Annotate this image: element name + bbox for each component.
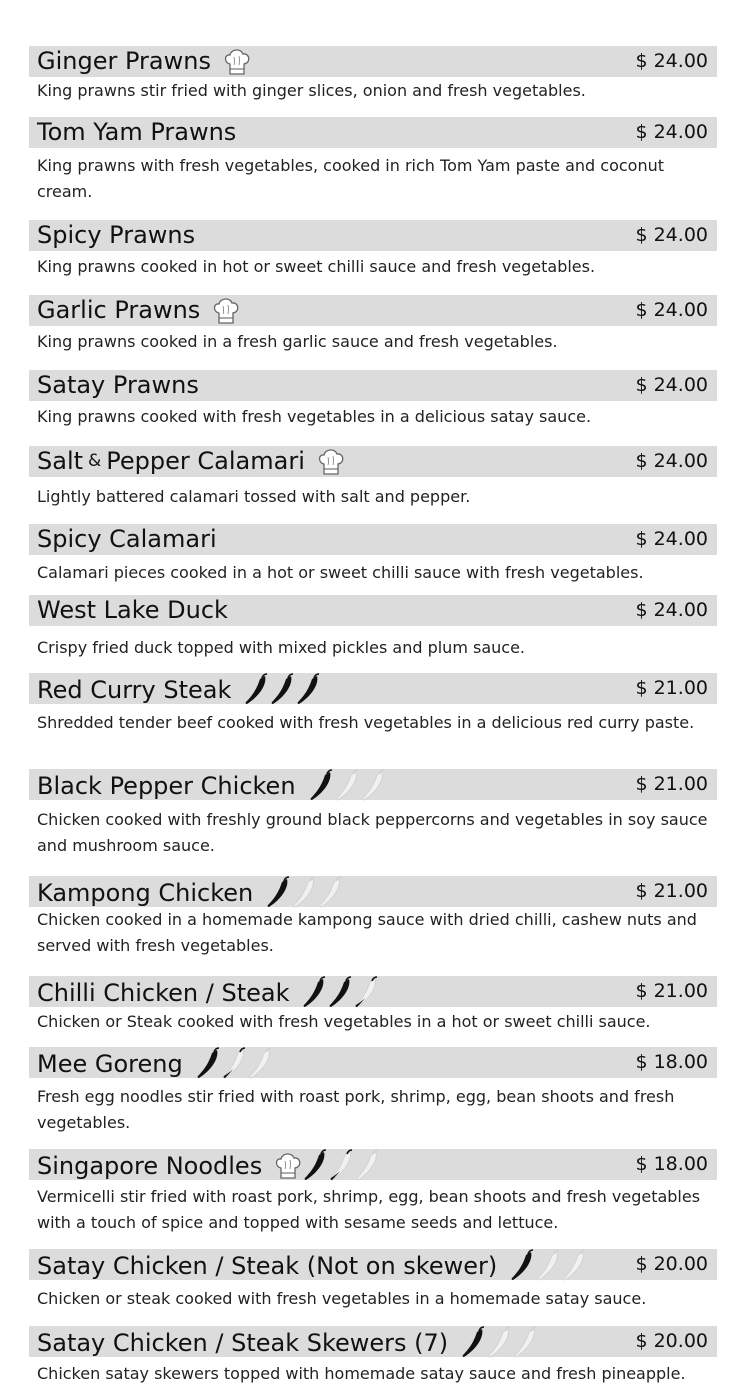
item-name [37, 673, 321, 707]
item-description: King prawns with fresh vegetables, cooked in rich Tom Yam paste and coconut cream. [37, 156, 664, 201]
item-name [37, 1149, 380, 1183]
chilli-outline-icon [486, 1326, 512, 1360]
chef-hat-and-chilli-icons [274, 1149, 380, 1183]
item-description: Fresh egg noodles stir fried with roast pork, shrimp, egg, bean shoots and fresh vegetables. [37, 1087, 675, 1132]
chilli-rating-icons [509, 1249, 587, 1283]
item-price: $ 18.00 [635, 1051, 708, 1073]
item-description: Chicken satay skewers topped with homemade satay sauce and fresh pineapple. [37, 1364, 686, 1383]
chilli-outline-icon [317, 876, 343, 910]
chilli-icon [243, 673, 269, 707]
chilli-rating-icons [195, 1047, 273, 1081]
item-name-text: Red Curry Steak [37, 675, 232, 704]
item-name [37, 1326, 538, 1360]
chilli-rating-icons [243, 673, 321, 707]
item-description: Chicken or steak cooked with fresh vegetables in a homemade satay sauce. [37, 1289, 647, 1308]
chilli-icon [301, 976, 327, 1010]
item-name-text: Mee Goreng [37, 1049, 183, 1078]
chilli-icon [269, 673, 295, 707]
chilli-rating-icons [265, 876, 343, 910]
chilli-icon [328, 1149, 354, 1183]
item-name [37, 876, 343, 910]
item-description: Chicken or Steak cooked with fresh vegetables in a hot or sweet chilli sauce. [37, 1012, 651, 1031]
item-name-text: Ginger Prawns [37, 47, 211, 75]
item-description: Crispy fried duck topped with mixed pickles and plum sauce. [37, 638, 525, 657]
chilli-outline-icon [360, 769, 386, 803]
item-name-part: Salt [37, 447, 84, 475]
chef-hat-icon [274, 1151, 302, 1181]
item-name-text: Satay Chicken / Steak Skewers (7) [37, 1328, 449, 1357]
chilli-icon [509, 1249, 535, 1283]
chilli-icon [295, 673, 321, 707]
item-price: $ 24.00 [635, 50, 708, 72]
item-price: $ 21.00 [635, 677, 708, 699]
item-name-text: Singapore Noodles [37, 1151, 263, 1180]
chilli-rating-icons [460, 1326, 538, 1360]
item-name [37, 595, 228, 626]
item-description: King prawns cooked in hot or sweet chilli sauce and fresh vegetables. [37, 257, 596, 276]
item-price: $ 21.00 [635, 773, 708, 795]
item-price: $ 24.00 [635, 224, 708, 246]
chilli-outline-icon [512, 1326, 538, 1360]
chilli-outline-icon [247, 1047, 273, 1081]
chilli-outline-icon [354, 1149, 380, 1183]
item-name-text: Spicy Calamari [37, 525, 217, 553]
item-description: Chicken cooked with freshly ground black peppercorns and vegetables in soy sauce and mushroom sauce. [37, 810, 708, 855]
chilli-icon [195, 1047, 221, 1081]
item-name [37, 295, 240, 326]
item-description: Chicken cooked in a homemade kampong sauce with dried chilli, cashew nuts and served with fresh vegetables. [37, 910, 697, 955]
chilli-icon [353, 976, 379, 1010]
chilli-outline-icon [291, 876, 317, 910]
chilli-rating-icons [308, 769, 386, 803]
chilli-icon [265, 876, 291, 910]
item-description: King prawns stir fried with ginger slices, onion and fresh vegetables. [37, 81, 586, 100]
item-name [37, 117, 236, 148]
item-description: King prawns cooked with fresh vegetables in a delicious satay sauce. [37, 407, 592, 426]
chilli-outline-icon [535, 1249, 561, 1283]
item-description: Vermicelli stir fried with roast pork, shrimp, egg, bean shoots and fresh vegetables with a touch of spice and topped with sesame seeds and lettuce. [37, 1187, 701, 1232]
chilli-outline-icon [334, 769, 360, 803]
item-description: Shredded tender beef cooked with fresh vegetables in a delicious red curry paste. [37, 713, 695, 732]
item-description: Calamari pieces cooked in a hot or sweet chilli sauce with fresh vegetables. [37, 563, 644, 582]
chilli-icon [302, 1149, 328, 1183]
item-price: $ 24.00 [635, 299, 708, 321]
item-price: $ 24.00 [635, 599, 708, 621]
item-name [37, 220, 195, 251]
item-name-part: Pepper Calamari [106, 447, 305, 475]
item-name [37, 1249, 587, 1283]
item-price: $ 24.00 [635, 121, 708, 143]
item-name-text: Kampong Chicken [37, 878, 254, 907]
item-name [37, 524, 217, 555]
chef-hat-icon [317, 447, 345, 477]
item-name-text: Tom Yam Prawns [37, 118, 237, 146]
chilli-icon [221, 1047, 247, 1081]
chilli-rating-icons [301, 976, 379, 1010]
item-price: $ 24.00 [635, 450, 708, 472]
item-price: $ 21.00 [635, 880, 708, 902]
item-price: $ 20.00 [635, 1253, 708, 1275]
item-name-text: West Lake Duck [37, 596, 228, 624]
item-price: $ 18.00 [635, 1153, 708, 1175]
item-name [37, 976, 379, 1010]
chef-hat-icon [317, 447, 345, 477]
item-name-text: Spicy Prawns [37, 221, 196, 249]
item-name [37, 370, 199, 401]
item-description: King prawns cooked in a fresh garlic sauce and fresh vegetables. [37, 332, 558, 351]
chilli-icon [460, 1326, 486, 1360]
item-price: $ 24.00 [635, 374, 708, 396]
chilli-outline-icon [561, 1249, 587, 1283]
item-name-text: Black Pepper Chicken [37, 771, 296, 800]
item-name [37, 769, 386, 803]
item-price: $ 21.00 [635, 980, 708, 1002]
item-name-text: Garlic Prawns [37, 296, 201, 324]
chef-hat-icon [223, 47, 251, 77]
item-name-text: Satay Chicken / Steak (Not on skewer) [37, 1251, 498, 1280]
item-name-text: Satay Prawns [37, 371, 199, 399]
item-description: Lightly battered calamari tossed with salt and pepper. [37, 487, 471, 506]
chilli-icon [327, 976, 353, 1010]
item-name [37, 46, 251, 77]
chef-hat-icon [212, 296, 240, 326]
item-name [37, 446, 345, 477]
item-name-text: Chilli Chicken / Steak [37, 978, 290, 1007]
chilli-icon [308, 769, 334, 803]
item-name-ampersand: & [88, 451, 102, 471]
item-name [37, 1047, 273, 1081]
chef-hat-icon [212, 296, 240, 326]
chef-hat-icon [223, 47, 251, 77]
item-price: $ 24.00 [635, 528, 708, 550]
item-price: $ 20.00 [635, 1330, 708, 1352]
